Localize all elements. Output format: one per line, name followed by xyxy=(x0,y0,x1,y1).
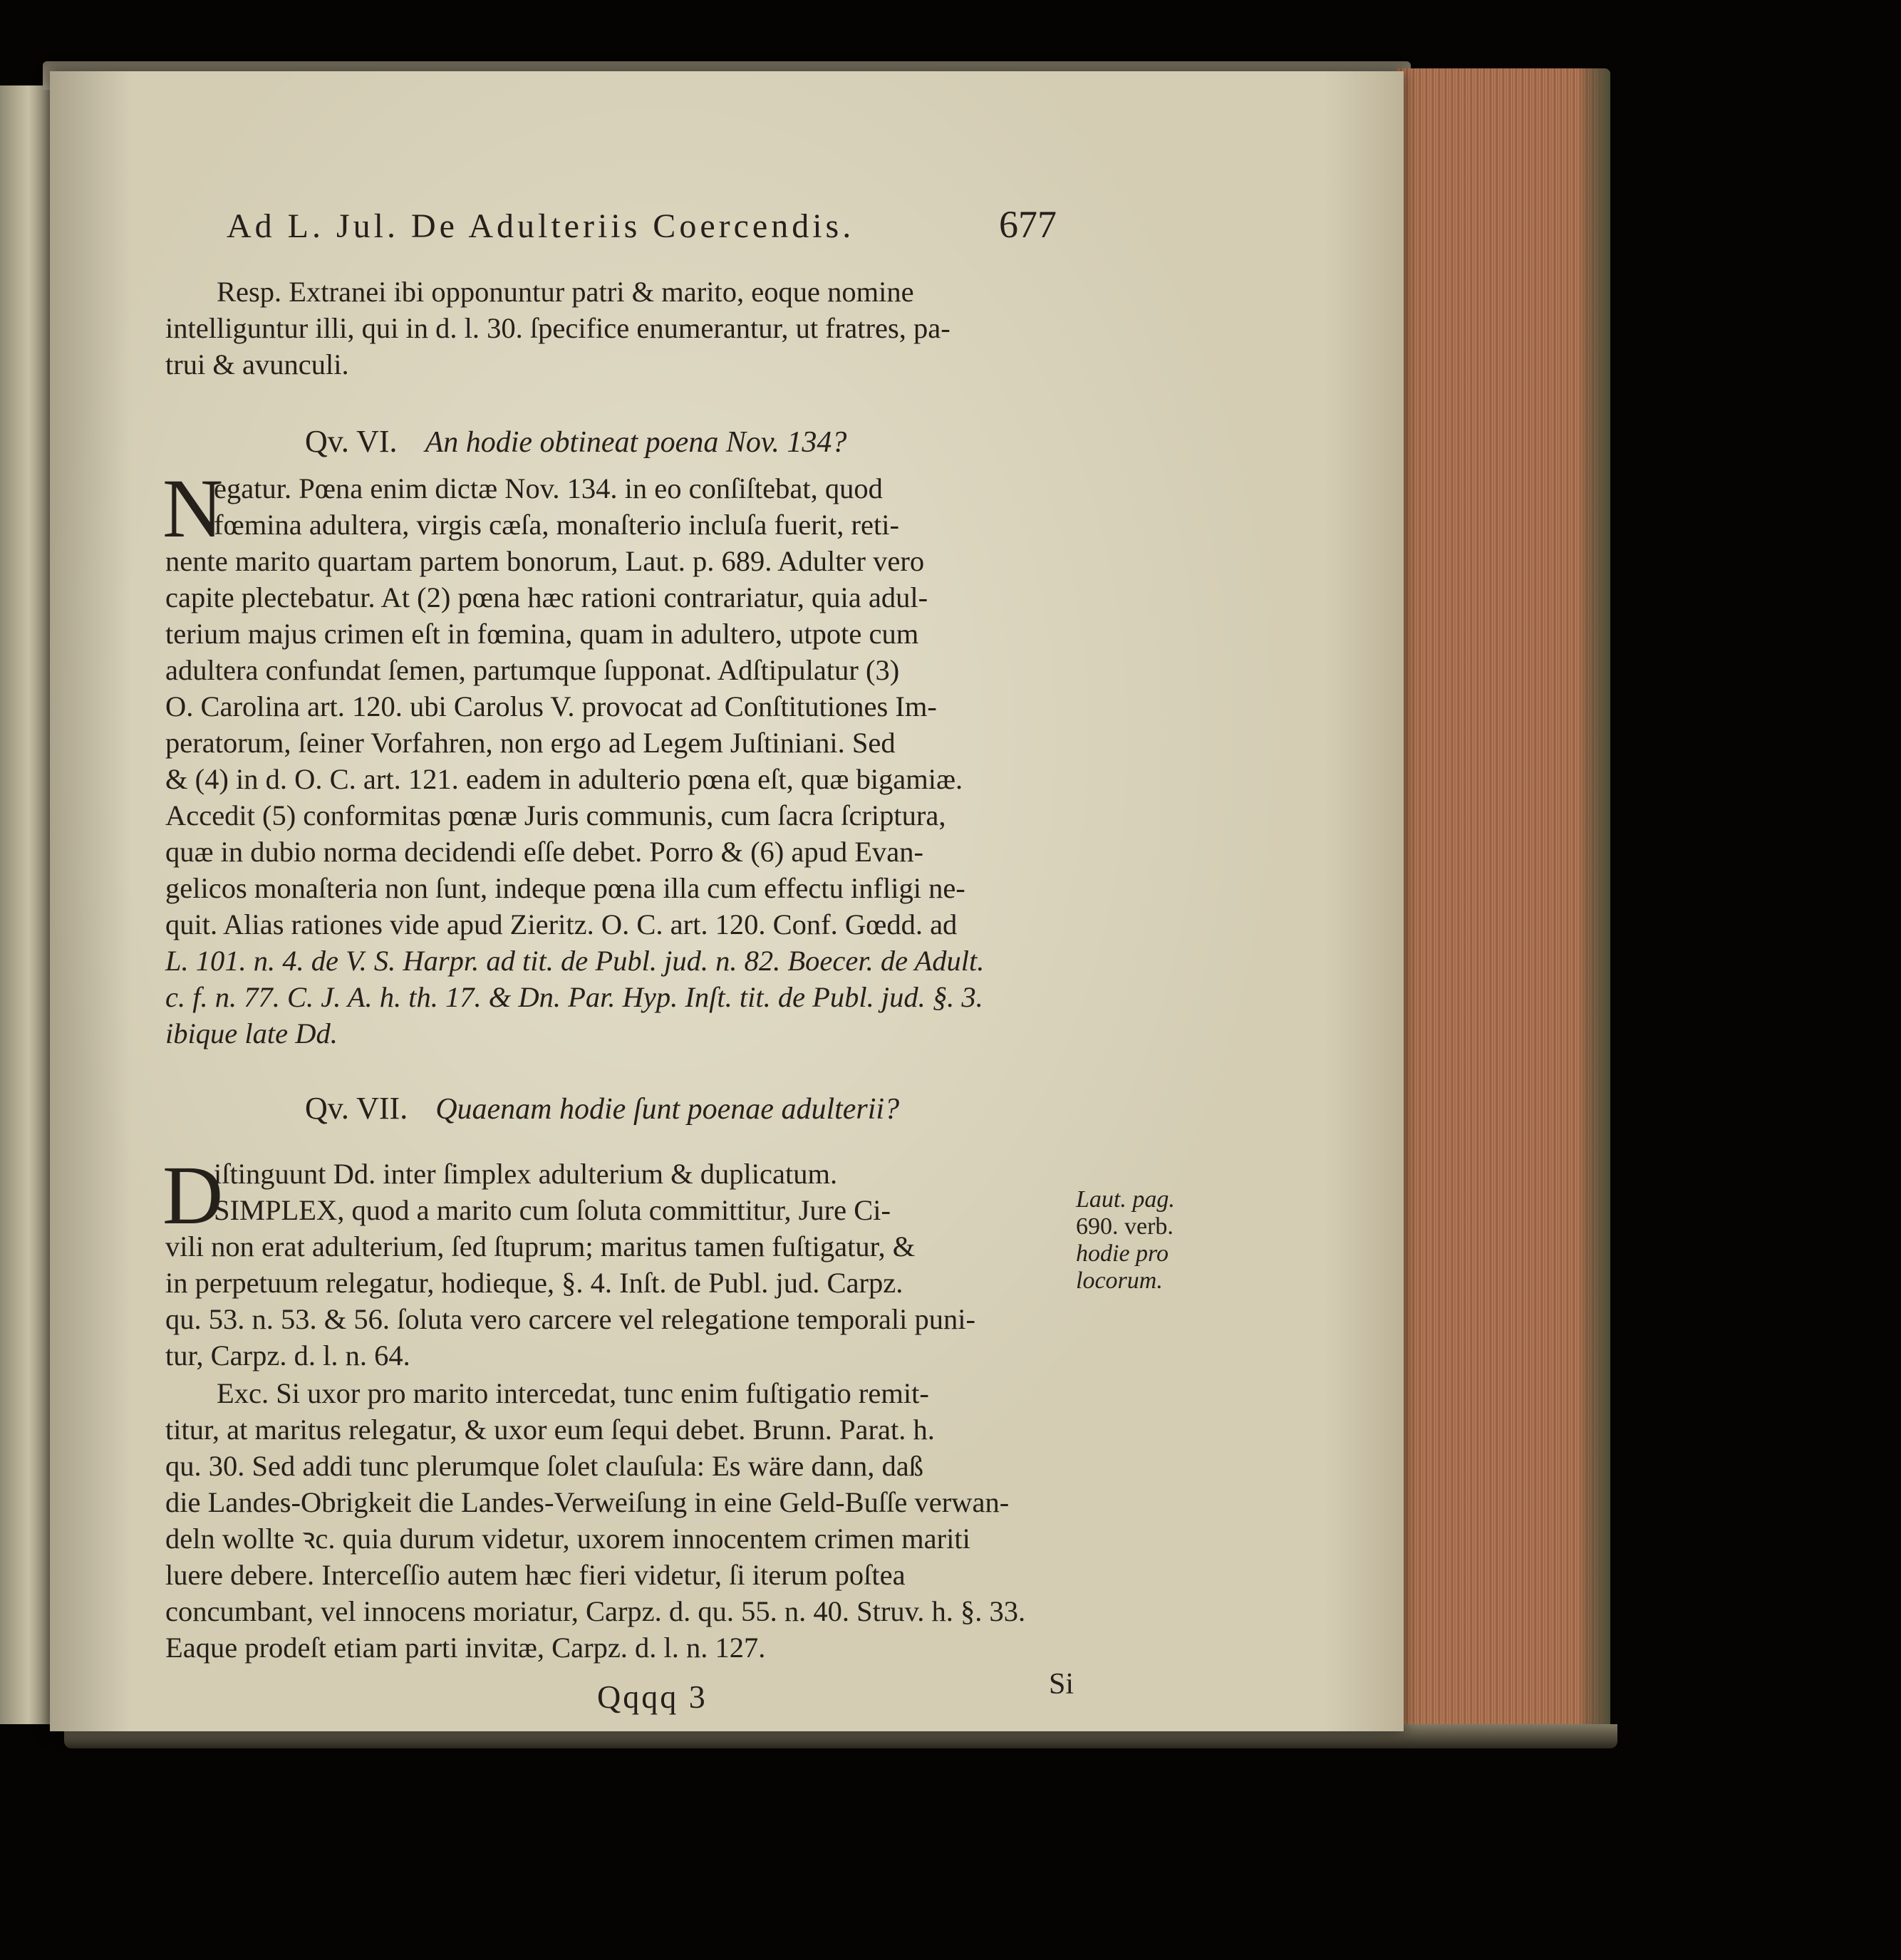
margin-note-line: Laut. pag. xyxy=(1076,1186,1175,1213)
text-line: iſtinguunt Dd. inter ſimplex adulterium & duplicatum. xyxy=(214,1158,838,1190)
text-line: capite plectebatur. At (2) pœna hæc rationi contrariatur, quia adul- xyxy=(165,581,928,613)
text-line: luere debere. Interceſſio autem hæc fieri videtur, ſi iterum poſtea xyxy=(165,1559,906,1591)
signature-mark: Qqqq 3 xyxy=(597,1679,708,1715)
text-line: nente marito quartam partem bonorum, Laut. p. 689. Adulter vero xyxy=(165,545,925,577)
question-6-label: Qv. VI. xyxy=(305,424,398,459)
text-line: concumbant, vel innocens moriatur, Carpz. d. qu. 55. n. 40. Struv. h. §. 33. xyxy=(165,1595,1026,1627)
text-line: peratorum, ſeiner Vorfahren, non ergo ad Legem Juſtiniani. Sed xyxy=(165,727,896,759)
margin-note xyxy=(1076,1186,1175,1295)
text-line: qu. 30. Sed addi tunc plerumque ſolet clauſula: Es wäre dann, daß xyxy=(165,1450,923,1482)
text-line: quæ in dubio norma decidendi eſſe debet. Porro & (6) apud Evan- xyxy=(165,836,923,868)
text-line: quit. Alias rationes vide apud Zieritz. O. C. art. 120. Conf. Gœdd. ad xyxy=(165,908,958,940)
text-line: Exc. Si uxor pro marito intercedat, tunc enim fuſtigatio remit- xyxy=(217,1377,929,1409)
text-line: egatur. Pœna enim dictæ Nov. 134. in eo conſiſtebat, quod xyxy=(214,472,883,504)
text-line: adultera confundat ſemen, partumque ſupponat. Adſtipulatur (3) xyxy=(165,654,900,686)
question-7-title: Quaenam hodie ſunt poenae adulterii? xyxy=(435,1093,900,1126)
text-line: trui & avunculi. xyxy=(165,348,349,380)
text-line: titur, at maritus relegatur, & uxor eum ſequi debet. Brunn. Parat. h. xyxy=(165,1414,935,1446)
text-line: Accedit (5) conformitas pœnæ Juris communis, cum ſacra ſcriptura, xyxy=(165,799,946,831)
text-line: qu. 53. n. 53. & 56. ſoluta vero carcere vel relegatione temporali puni- xyxy=(165,1303,975,1335)
text-line: Resp. Extranei ibi opponuntur patri & marito, eoque nomine xyxy=(217,276,914,308)
question-6-heading xyxy=(305,423,846,460)
drop-cap-n: N xyxy=(162,462,224,555)
text-line: deln wollte ꝛc. quia durum videtur, uxorem innocentem crimen mariti xyxy=(165,1523,970,1555)
text-line: & (4) in d. O. C. art. 121. eadem in adulterio pœna eſt, quæ bigamiæ. xyxy=(165,763,963,795)
text-line: die Landes-Obrigkeit die Landes-Verweiſung in eine Geld-Buſſe verwan- xyxy=(165,1486,1010,1518)
question-7-label: Qv. VII. xyxy=(305,1091,408,1126)
text-line: in perpetuum relegatur, hodieque, §. 4. Inſt. de Publ. jud. Carpz. xyxy=(165,1267,903,1299)
margin-note-line: 690. verb. xyxy=(1076,1213,1174,1240)
resp-paragraph xyxy=(165,274,1070,383)
text-line: fœmina adultera, virgis cæſa, monaſterio incluſa fuerit, reti- xyxy=(214,509,899,541)
text-line: L. 101. n. 4. de V. S. Harpr. ad tit. de Publ. jud. n. 82. Boecer. de Adult. xyxy=(165,945,985,977)
margin-note-line: locorum. xyxy=(1076,1267,1163,1294)
book-fore-edge xyxy=(1397,68,1610,1743)
question-7-heading xyxy=(305,1090,899,1126)
drop-cap-d: D xyxy=(162,1148,224,1242)
text-line: ibique late Dd. xyxy=(165,1017,338,1049)
text-line: vili non erat adulterium, ſed ſtuprum; maritus tamen fuſtigatur, & xyxy=(165,1230,916,1262)
margin-note-line: hodie pro xyxy=(1076,1240,1169,1267)
text-line: SIMPLEX, quod a marito cum ſoluta committitur, Jure Ci- xyxy=(214,1194,891,1226)
text-line: c. f. n. 77. C. J. A. h. th. 17. & Dn. Par. Hyp. Inſt. tit. de Publ. jud. §. 3. xyxy=(165,981,983,1013)
text-line: gelicos monaſteria non ſunt, indeque pœna illa cum effectu infligi ne- xyxy=(165,872,965,904)
text-line: O. Carolina art. 120. ubi Carolus V. provocat ad Conſtitutiones Im- xyxy=(165,690,937,722)
page-number: 677 xyxy=(999,203,1057,246)
catchword: Si xyxy=(1049,1668,1074,1701)
text-line: Eaque prodeſt etiam parti invitæ, Carpz. d. l. n. 127. xyxy=(165,1632,766,1664)
text-line: tur, Carpz. d. l. n. 64. xyxy=(165,1339,410,1372)
text-line: intelliguntur illi, qui in d. l. 30. ſpecifice enumerantur, ut fratres, pa- xyxy=(165,312,950,344)
question-6-body xyxy=(165,470,1070,1052)
running-title: Ad L. Jul. De Adulteriis Coercendis. xyxy=(227,207,855,245)
exception-paragraph xyxy=(165,1375,1070,1666)
text-line: terium majus crimen eſt in fœmina, quam in adultero, utpote cum xyxy=(165,618,919,650)
question-6-title: An hodie obtineat poena Nov. 134? xyxy=(425,426,847,459)
facing-page-edge xyxy=(0,85,51,1724)
question-7-body xyxy=(165,1156,1070,1374)
